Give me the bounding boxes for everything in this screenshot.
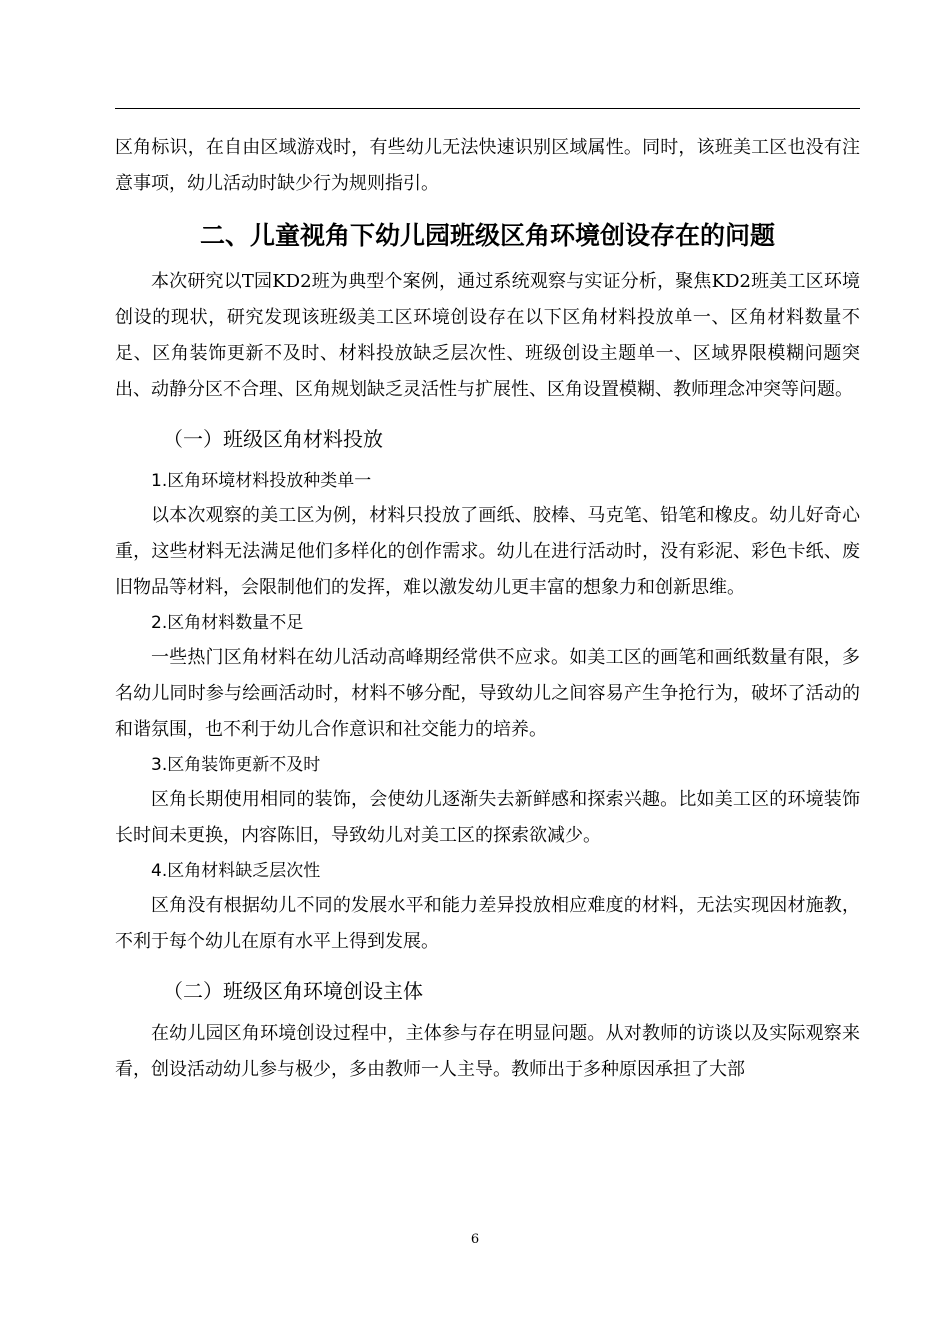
section-intro-paragraph: 本次研究以T园KD2班为典型个案例，通过系统观察与实证分析，聚焦KD2班美工区环境创设的现状，研究发现该班级美工区环境创设存在以下区角材料投放单一、区角材料数量不足、区角装饰更新不及时、材料投放缺乏层次性、班级创设主题单一、区域界限模糊问题突出、动静分区不合理、区角规划缺乏灵活性与扩展性、区角设置模糊、教师理念冲突等问题。 — [115, 271, 860, 400]
section-heading: 二、儿童视角下幼儿园班级区角环境创设存在的问题 — [199, 221, 775, 250]
continued-paragraph: 区角标识，在自由区域游戏时，有些幼儿无法快速识别区域属性。同时，该班美工区也没有注意事项，幼儿活动时缺少行为规则指引。 — [115, 137, 860, 194]
item-heading-3: 3.区角装饰更新不及时 — [151, 755, 321, 775]
subsection-heading-materials: （一）班级区角材料投放 — [163, 427, 383, 451]
item-paragraph-1: 以本次观察的美工区为例，材料只投放了画纸、胶棒、马克笔、铅笔和橡皮。幼儿好奇心重，这些材料无法满足他们多样化的创作需求。幼儿在进行活动时，没有彩泥、彩色卡纸、废旧物品等材料，会限制他们的发挥，难以激发幼儿更丰富的想象力和创新思维。 — [115, 505, 860, 598]
item-paragraph-3: 区角长期使用相同的装饰，会使幼儿逐渐失去新鲜感和探索兴趣。比如美工区的环境装饰长时间未更换，内容陈旧，导致幼儿对美工区的探索欲减少。 — [115, 789, 860, 846]
item-heading-4: 4.区角材料缺乏层次性 — [151, 861, 321, 881]
page-number: 6 — [470, 1232, 480, 1247]
item-heading-2: 2.区角材料数量不足 — [151, 613, 304, 633]
subsection-heading-subject: （二）班级区角环境创设主体 — [163, 979, 423, 1003]
item-paragraph-2: 一些热门区角材料在幼儿活动高峰期经常供不应求。如美工区的画笔和画纸数量有限，多名幼儿同时参与绘画活动时，材料不够分配，导致幼儿之间容易产生争抢行为，破坏了活动的和谐氛围，也不利于幼儿合作意识和社交能力的培养。 — [115, 647, 860, 740]
page-body — [115, 130, 860, 1088]
subject-intro-paragraph: 在幼儿园区角环境创设过程中，主体参与存在明显问题。从对教师的访谈以及实际观察来看，创设活动幼儿参与极少，多由教师一人主导。教师出于多种原因承担了大部 — [115, 1023, 860, 1080]
item-heading-1: 1.区角环境材料投放种类单一 — [151, 471, 372, 491]
header-rule — [115, 108, 860, 109]
item-paragraph-4: 区角没有根据幼儿不同的发展水平和能力差异投放相应难度的材料，无法实现因材施教，不利于每个幼儿在原有水平上得到发展。 — [115, 895, 860, 952]
